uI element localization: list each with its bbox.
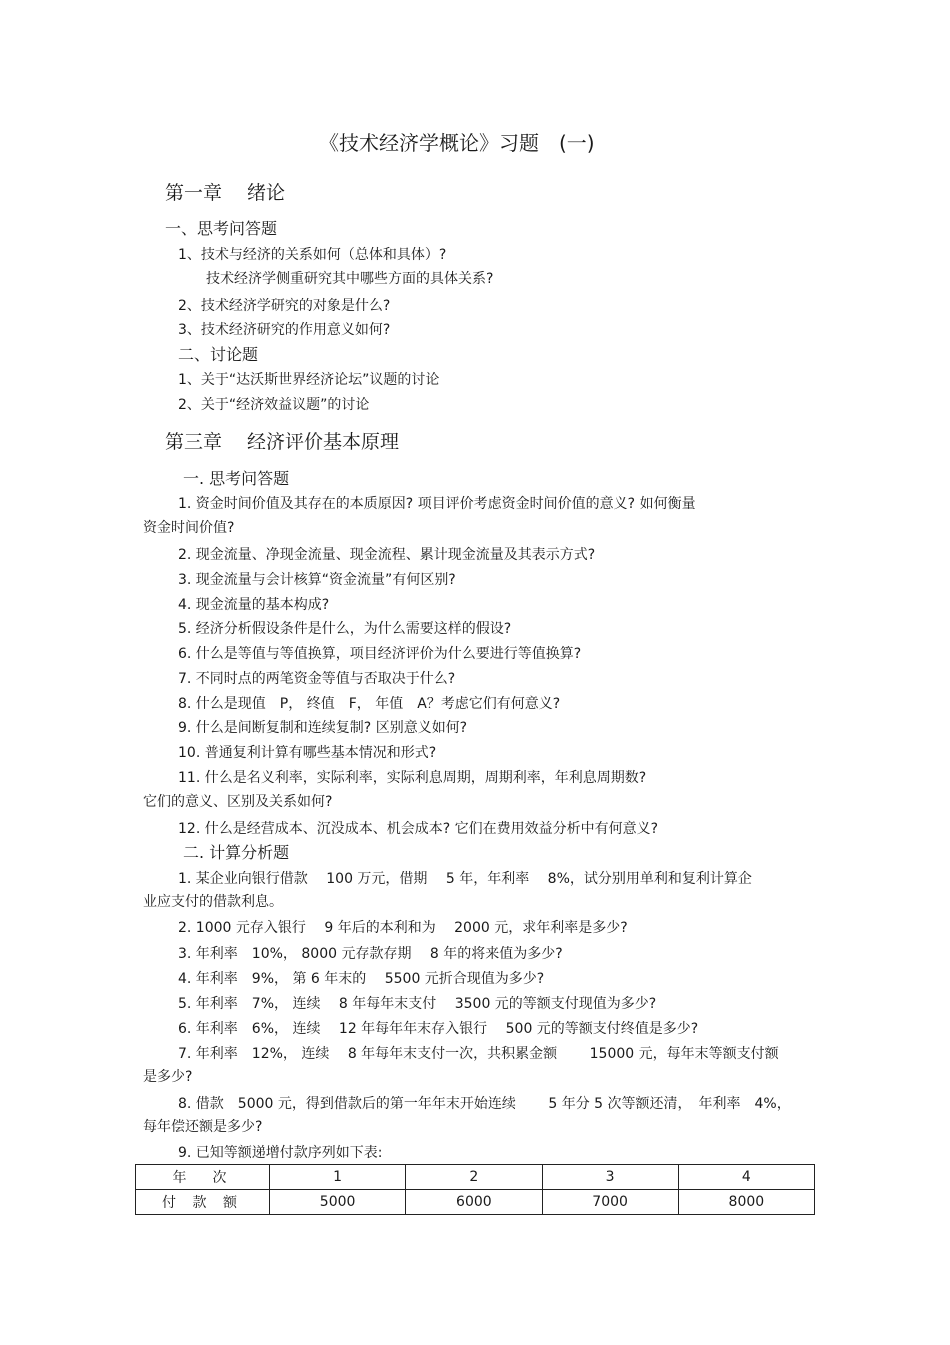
chapter-3-heading: 第三章 经济评价基本原理: [165, 431, 400, 453]
ch1-section-1-heading: 一、思考问答题: [165, 219, 278, 238]
ch3-question-2: 2. 现金流量、净现金流量、现金流程、累计现金流量及其表示方式?: [178, 547, 596, 563]
calc-problem-7a: 7. 年利率 12%， 连续 8 年每年末支付一次，共积累金额 15000 元，每年末等额支付额: [178, 1046, 779, 1062]
ch3-question-12: 12. 什么是经营成本、沉没成本、机会成本? 它们在费用效益分析中有何意义?: [178, 821, 659, 837]
ch3-question-9: 9. 什么是间断复制和连续复制? 区别意义如何?: [178, 720, 468, 736]
ch1-question-1b: 技术经济学侧重研究其中哪些方面的具体关系?: [206, 271, 494, 287]
page-title: 《技术经济学概论》习题 (一): [319, 131, 595, 155]
payment-series-table: [135, 1164, 815, 1215]
calc-problem-5: 5. 年利率 7%， 连续 8 年每年末支付 3500 元的等额支付现值为多少?: [178, 996, 657, 1012]
ch3-section-1-heading: 一. 思考问答题: [183, 469, 290, 488]
ch1-section-2-heading: 二、讨论题: [178, 345, 259, 364]
table-cell-amount: 7000: [542, 1190, 678, 1215]
ch1-question-1a: 1、技术与经济的关系如何（总体和具体）?: [178, 247, 447, 263]
chapter-1-heading: 第一章 绪论: [165, 182, 286, 204]
ch3-question-4: 4. 现金流量的基本构成?: [178, 597, 330, 613]
calc-problem-2: 2. 1000 元存入银行 9 年后的本利和为 2000 元，求年利率是多少?: [178, 920, 628, 936]
ch3-question-11b: 它们的意义、区别及关系如何?: [143, 794, 333, 810]
calc-problem-8a: 8. 借款 5000 元，得到借款后的第一年年末开始连续 5 年分 5 次等额还清， 年利率 4%，: [178, 1096, 791, 1112]
ch1-question-2: 2、技术经济学研究的对象是什么?: [178, 298, 391, 314]
calc-problem-1b: 业应支付的借款利息。: [143, 894, 283, 910]
calc-problem-8b: 每年偿还额是多少?: [143, 1119, 263, 1135]
ch3-question-1a: 1. 资金时间价值及其存在的本质原因? 项目评价考虑资金时间价值的意义? 如何衡量: [178, 496, 696, 512]
calc-problem-4: 4. 年利率 9%， 第 6 年末的 5500 元折合现值为多少?: [178, 971, 545, 987]
table-cell-year: 4: [678, 1165, 814, 1190]
table-cell-year: 1: [270, 1165, 406, 1190]
table-header-amount: 付 款 额: [136, 1190, 270, 1215]
ch1-discussion-2: 2、关于“经济效益议题”的讨论: [178, 397, 370, 413]
table-cell-amount: 8000: [678, 1190, 814, 1215]
ch3-question-3: 3. 现金流量与会计核算“资金流量”有何区别?: [178, 572, 456, 588]
ch3-question-5: 5. 经济分析假设条件是什么，为什么需要这样的假设?: [178, 621, 512, 637]
table-cell-year: 3: [542, 1165, 678, 1190]
table-cell-amount: 5000: [270, 1190, 406, 1215]
calc-problem-6: 6. 年利率 6%， 连续 12 年每年年末存入银行 500 元的等额支付终值是多少?: [178, 1021, 699, 1037]
table-row-years: [136, 1165, 815, 1190]
calc-problem-7b: 是多少?: [143, 1069, 193, 1085]
ch3-question-11a: 11. 什么是名义利率，实际利率，实际利息周期，周期利率，年利息周期数?: [178, 770, 647, 786]
ch3-question-7: 7. 不同时点的两笔资金等值与否取决于什么?: [178, 671, 456, 687]
table-header-year: 年 次: [136, 1165, 270, 1190]
ch1-question-3: 3、技术经济研究的作用意义如何?: [178, 322, 391, 338]
ch3-question-10: 10. 普通复利计算有哪些基本情况和形式?: [178, 745, 437, 761]
calc-problem-1a: 1. 某企业向银行借款 100 万元，借期 5 年，年利率 8%，试分别用单利和复利计算企: [178, 871, 752, 887]
ch3-question-1b: 资金时间价值?: [143, 520, 235, 536]
ch3-question-8: 8. 什么是现值 P， 终值 F， 年值 A？考虑它们有何意义?: [178, 696, 561, 712]
calc-problem-9: 9. 已知等额递增付款序列如下表:: [178, 1145, 383, 1161]
ch1-discussion-1: 1、关于“达沃斯世界经济论坛”议题的讨论: [178, 372, 440, 388]
table-row-amounts: [136, 1190, 815, 1215]
ch3-question-6: 6. 什么是等值与等值换算，项目经济评价为什么要进行等值换算?: [178, 646, 582, 662]
table-cell-amount: 6000: [406, 1190, 542, 1215]
table-cell-year: 2: [406, 1165, 542, 1190]
calc-problem-3: 3. 年利率 10%， 8000 元存款存期 8 年的将来值为多少?: [178, 946, 563, 962]
ch3-section-2-heading: 二. 计算分析题: [183, 843, 290, 862]
